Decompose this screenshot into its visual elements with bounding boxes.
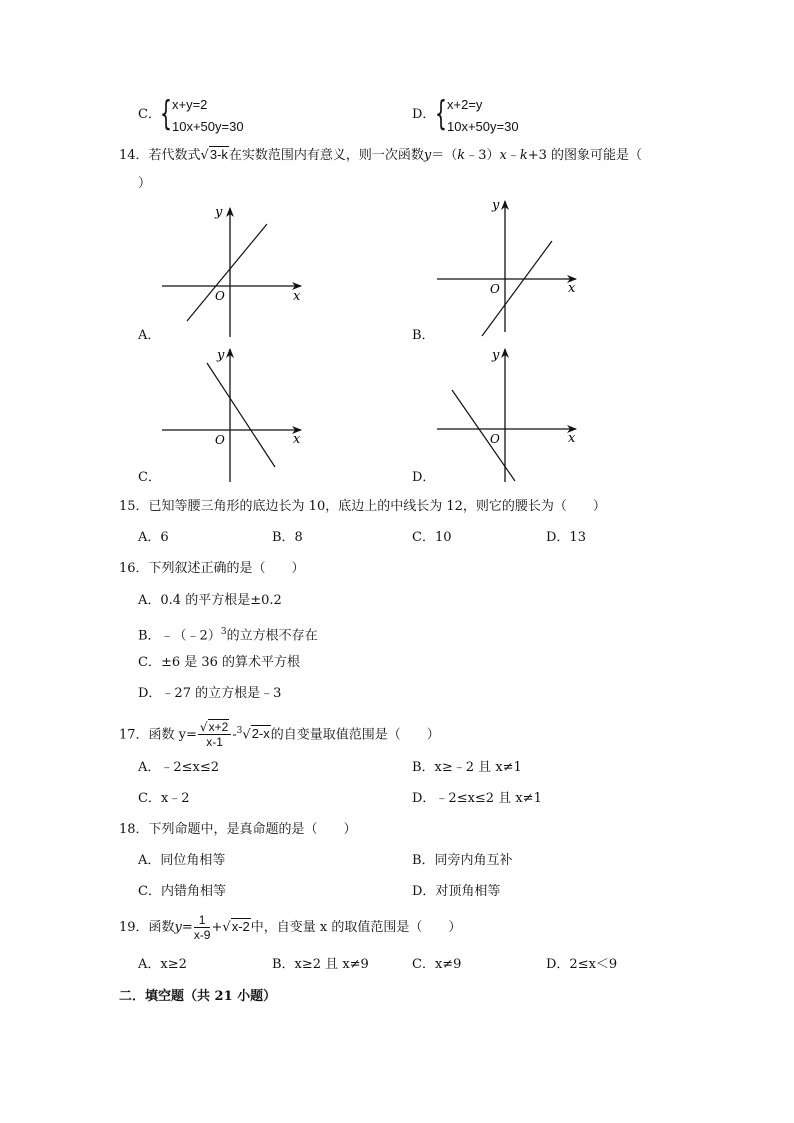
- origin-label: O: [490, 282, 500, 296]
- q13-option-c-system: [160, 94, 280, 139]
- q16-stem: 16．下列叙述正确的是（ ）: [119, 561, 305, 576]
- q14-stem-b: ＝（: [431, 148, 458, 163]
- q14-var-y: y: [423, 148, 432, 163]
- brace-icon: {: [160, 94, 172, 134]
- origin-label: O: [490, 432, 500, 446]
- q15-stem: 15．已知等腰三角形的底边长为 10，底边上的中线长为 12，则它的腰长为（ ）: [119, 499, 606, 514]
- q14-var-k2: k: [519, 148, 528, 163]
- q19-fraction-numerator: 1: [194, 913, 211, 928]
- q14-option-d: D．: [412, 470, 436, 485]
- q19-plus: +: [211, 920, 223, 935]
- q16-b-exponent: 3: [220, 627, 227, 637]
- q15-option-d: D．13: [546, 530, 586, 545]
- sqrt-icon: √: [222, 920, 231, 935]
- q17-fraction-denominator: x-1: [206, 735, 223, 750]
- q16-option-d: D．﹣27 的立方根是﹣3: [138, 686, 282, 701]
- q14-graph-a: [155, 200, 315, 340]
- sqrt-icon: √: [199, 720, 208, 735]
- q19-stem-text: 中，自变量 x 的取值范围是（ ）: [250, 920, 462, 935]
- q15-option-b: B．8: [272, 530, 303, 545]
- q17-stem: [119, 713, 440, 753]
- q16-option-c: C．±6 是 36 的算术平方根: [138, 655, 301, 670]
- q14-option-b: B．: [412, 328, 435, 343]
- q14-stem-a: 在实数范围内有意义，则一次函数: [228, 148, 424, 163]
- origin-label: O: [215, 289, 225, 303]
- axis-label-x: x: [293, 289, 301, 304]
- q13-c-equation-2: 10x+50y=30: [172, 119, 244, 134]
- q17-root-index: 3: [236, 726, 243, 736]
- q18-option-d: D．对顶角相等: [412, 884, 501, 899]
- q13-c-equation-1: x+y=2: [172, 97, 208, 112]
- q14-stem-d: ﹣: [506, 148, 520, 163]
- q17-minus: -: [232, 727, 237, 743]
- q19-option-b: B．x≥2 且 x≠9: [272, 957, 369, 972]
- q17-fraction-numerator: [198, 720, 231, 735]
- q18-stem: 18．下列命题中，是真命题的是（ ）: [119, 822, 357, 837]
- axis-label-x: x: [568, 431, 576, 446]
- q13-d-equation-2: 10x+50y=30: [447, 119, 519, 134]
- q19-radicand: x-2: [231, 919, 250, 934]
- axis-label-y: y: [215, 205, 223, 220]
- q19-stem: [119, 909, 461, 946]
- q16-b-prefix: B．﹣（﹣2）: [138, 628, 221, 644]
- origin-label: O: [215, 433, 225, 447]
- q16-option-a: A．0.4 的平方根是±0.2: [138, 593, 282, 608]
- axis-label-x: x: [568, 281, 576, 296]
- q14-option-a: A．: [138, 328, 161, 343]
- q14-var-k1: k: [457, 148, 466, 163]
- axis-label-y: y: [492, 348, 500, 363]
- q14-stem-c: ﹣3）: [465, 148, 500, 163]
- section-heading: 二．填空题（共 21 小题）: [119, 989, 277, 1004]
- q13-option-c-label: C．: [138, 107, 161, 122]
- q14-graph-b: [430, 195, 590, 340]
- q17-option-b: B．x≥﹣2 且 x≠1: [412, 760, 522, 775]
- q19-fraction-denominator: x-9: [193, 928, 211, 942]
- q17-option-a: A．﹣2≤x≤2: [138, 760, 220, 775]
- q14-stem-e: +3 的图象可能是（: [527, 148, 643, 163]
- q17-option-d: D．﹣2≤x≤2 且 x≠1: [412, 791, 542, 806]
- q18-option-b: B．同旁内角互补: [412, 853, 513, 868]
- q14-close-paren: ）: [138, 176, 152, 191]
- q19-option-a: A．x≥2: [138, 957, 187, 972]
- function-line: [207, 363, 275, 467]
- q13-d-equation-1: x+2=y: [447, 97, 483, 112]
- q14-graph-c: [155, 345, 315, 485]
- q14-stem: [119, 147, 642, 164]
- axis-label-y: y: [492, 198, 500, 213]
- q14-graph-d: [430, 345, 590, 485]
- q18-option-a: A．同位角相等: [138, 853, 226, 868]
- q15-option-c: C．10: [412, 530, 452, 545]
- q13-option-d-system: [435, 94, 555, 139]
- q19-equals: =: [181, 920, 193, 935]
- q17-numerator-radicand: x+2: [208, 720, 229, 735]
- cube-root-icon: √: [242, 727, 251, 743]
- q19-var-y: y: [174, 920, 182, 935]
- axis-label-y: y: [217, 348, 225, 363]
- q17-fraction: [198, 720, 231, 749]
- q17-stem-text: 的自变量取值范围是（ ）: [270, 727, 440, 743]
- sqrt-icon: √: [200, 148, 209, 163]
- q17-number: 17．函数 y=: [119, 727, 197, 743]
- q16-option-b: [138, 624, 318, 644]
- q19-option-c: C．x≠9: [412, 957, 462, 972]
- q13-option-d-label: D．: [412, 107, 436, 122]
- q19-number: 19．函数: [119, 920, 175, 935]
- q14-radicand: 3-k: [209, 147, 228, 162]
- q19-fraction: [194, 913, 211, 942]
- q19-option-d: D．2≤x＜9: [546, 957, 618, 972]
- q14-var-x: x: [499, 148, 507, 163]
- q14-option-c: C．: [138, 470, 161, 485]
- q17-root-radicand: 2-x: [251, 726, 270, 742]
- q15-option-a: A．6: [138, 530, 169, 545]
- q18-option-c: C．内错角相等: [138, 884, 226, 899]
- q17-option-c: C．x﹣2: [138, 791, 190, 806]
- q14-number: 14．若代数式: [119, 148, 201, 163]
- brace-icon: {: [435, 94, 447, 134]
- function-line: [187, 224, 267, 321]
- axis-label-x: x: [293, 432, 301, 447]
- q16-b-suffix: 的立方根不存在: [226, 628, 318, 644]
